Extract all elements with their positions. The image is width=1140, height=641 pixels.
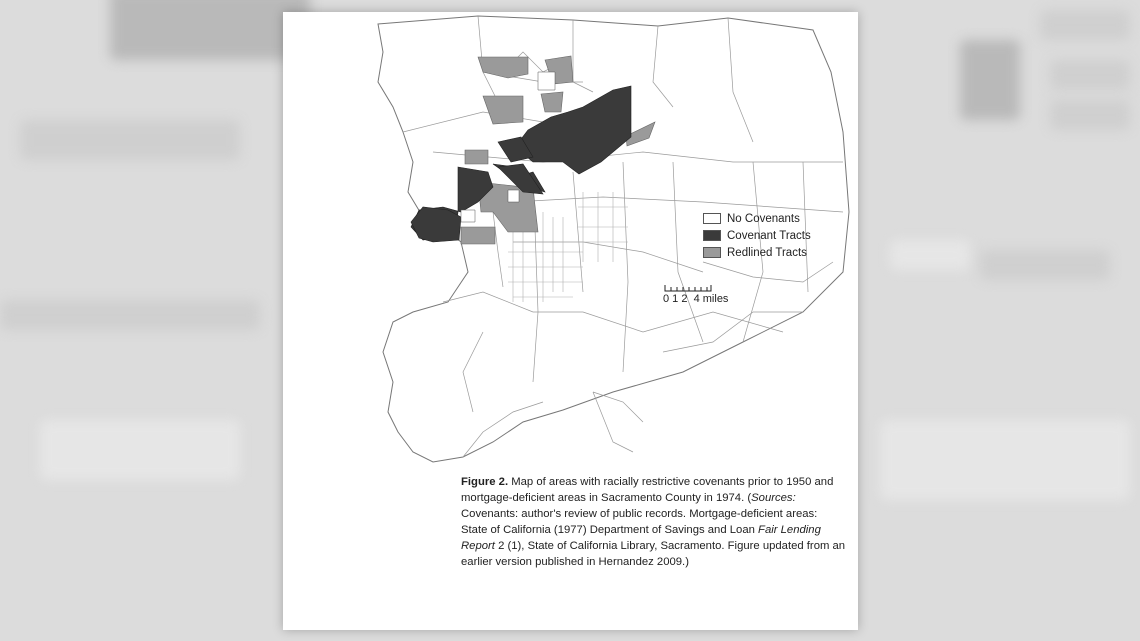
legend-item-redlined-tracts <box>703 244 811 261</box>
figure-label: Figure 2. <box>461 476 509 488</box>
legend-item-no-covenants <box>703 210 811 227</box>
scale-bar-ruler <box>663 283 715 293</box>
map-legend <box>703 210 811 261</box>
figure-page <box>283 12 858 630</box>
legend-swatch <box>703 230 721 241</box>
scale-bar <box>663 283 729 305</box>
legend-label: No Covenants <box>727 212 800 225</box>
scale-unit: 4 miles <box>693 293 729 305</box>
legend-label: Redlined Tracts <box>727 246 807 259</box>
legend-swatch <box>703 247 721 258</box>
legend-item-covenant-tracts <box>703 227 811 244</box>
caption-sources-label: Sources: <box>751 492 796 504</box>
caption-report-title: Fair Lending Report <box>461 524 821 552</box>
scale-label <box>663 293 728 305</box>
legend-label: Covenant Tracts <box>727 229 811 242</box>
figure-caption <box>461 474 846 570</box>
caption-text-3: 2 (1), State of California Library, Sacramento. Figure updated from an earlier version published in Hernandez 2009.) <box>461 540 846 568</box>
caption-text-1: Map of areas with racially restrictive covenants prior to 1950 and mortgage-deficient areas in Sacramento County in 1974. ( <box>461 476 834 504</box>
caption-text-2: Covenants: author's review of public records. Mortgage-deficient areas: State of California (1977) Department of Savings and Loan <box>461 508 818 536</box>
legend-swatch <box>703 213 721 224</box>
scale-ticks: 0 1 2 <box>663 293 688 305</box>
